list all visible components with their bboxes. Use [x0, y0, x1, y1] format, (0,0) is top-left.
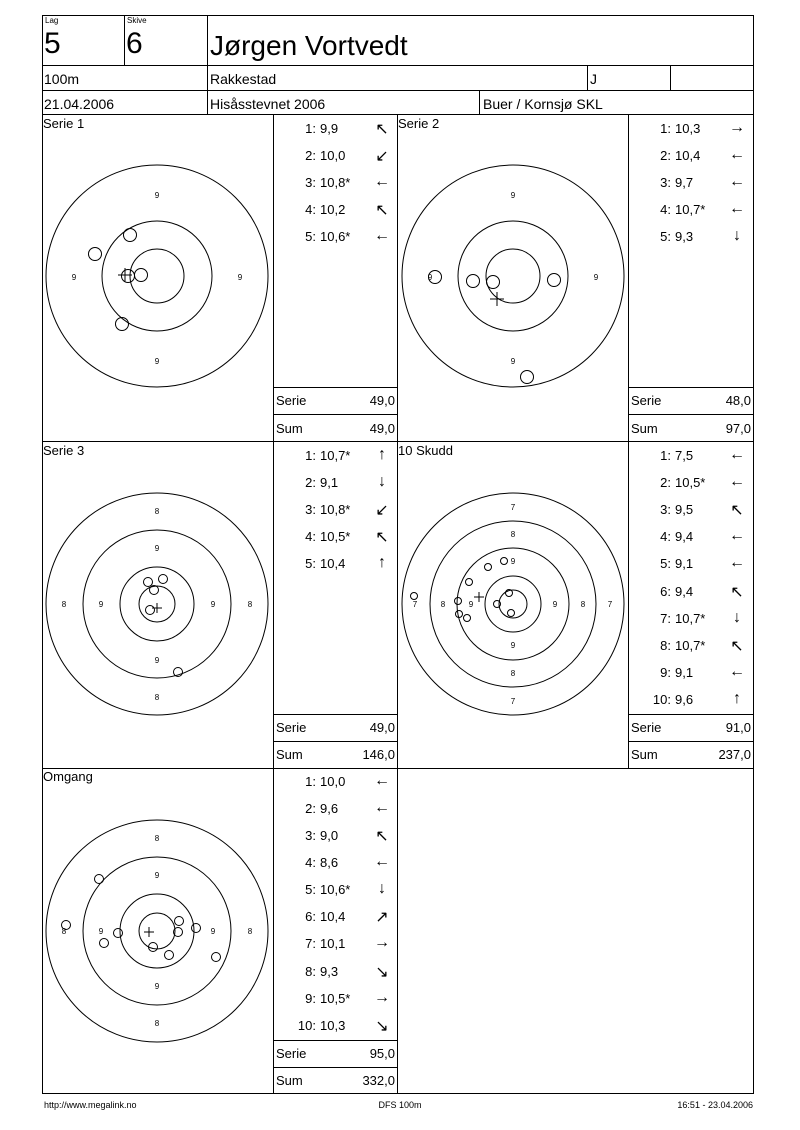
distance: 100m — [44, 71, 80, 87]
direction-arrow-icon: ↑ — [378, 446, 386, 463]
shot-value: 10,7* — [320, 448, 351, 463]
shot-number: 4: — [305, 529, 316, 544]
direction-arrow-icon: ↖ — [730, 638, 744, 655]
direction-arrow-icon: ↖ — [730, 502, 744, 519]
skive-value: 6 — [126, 27, 143, 60]
sum-label: Sum — [276, 747, 303, 762]
direction-arrow-icon: ← — [729, 146, 745, 163]
mean-cross — [144, 927, 154, 937]
ring-label: 9 — [510, 191, 516, 200]
shot-number: 3: — [660, 175, 671, 190]
ring-label: 9 — [510, 357, 516, 366]
target-ring — [139, 913, 175, 949]
direction-arrow-icon: → — [374, 934, 390, 951]
shot-value: 10,8* — [320, 502, 351, 517]
ring-label: 9 — [510, 641, 516, 650]
direction-arrow-icon: ↖ — [375, 828, 389, 845]
ring-label: 9 — [154, 191, 160, 200]
serie-value: 91,0 — [725, 720, 751, 735]
shot-number: 2: — [305, 475, 316, 490]
venue: Buer / Kornsjø SKL — [483, 96, 603, 112]
shot-value: 9,1 — [675, 556, 694, 571]
direction-arrow-icon: ↗ — [375, 909, 389, 926]
ring-label: 9 — [154, 982, 160, 991]
panel-title: Serie 3 — [43, 443, 85, 458]
list-item — [276, 909, 396, 925]
shot-value: 10,7* — [675, 611, 706, 626]
date: 21.04.2006 — [44, 96, 115, 112]
shot-number: 2: — [660, 148, 671, 163]
club: Rakkestad — [210, 71, 277, 87]
shot-value: 9,3 — [675, 229, 694, 244]
shot-number: 5: — [660, 229, 671, 244]
target-ring — [120, 894, 194, 968]
direction-arrow-icon: ↓ — [378, 880, 386, 897]
shot-number: 1: — [305, 121, 316, 136]
shot-hole — [192, 924, 201, 933]
shot-value: 10,4 — [320, 556, 346, 571]
sum-label: Sum — [276, 421, 303, 436]
shot-value: 9,9 — [320, 121, 339, 136]
direction-arrow-icon: ↖ — [730, 584, 744, 601]
list-item — [276, 936, 396, 952]
shot-value: 9,5 — [675, 502, 694, 517]
ring-label: 8 — [510, 530, 516, 539]
shot-value: 10,4 — [675, 148, 701, 163]
shot-number: 5: — [305, 556, 316, 571]
ring-label: 8 — [154, 834, 160, 843]
ring-label: 8 — [61, 927, 67, 936]
shot-value: 8,6 — [320, 855, 339, 870]
shot-number: 1: — [660, 448, 671, 463]
shot-number: 3: — [305, 502, 316, 517]
ring-label: 8 — [580, 600, 586, 609]
ring-label: 7 — [607, 600, 613, 609]
direction-arrow-icon: ↓ — [378, 473, 386, 490]
direction-arrow-icon: ↑ — [378, 554, 386, 571]
shot-number: 4: — [660, 529, 671, 544]
list-item — [276, 882, 396, 898]
ring-label: 9 — [154, 656, 160, 665]
shot-number: 4: — [660, 202, 671, 217]
shot-value: 9,4 — [675, 584, 694, 599]
shot-value: 9,4 — [675, 529, 694, 544]
sum-value: 237,0 — [718, 747, 751, 762]
event-name: Hisåsstevnet 2006 — [210, 96, 326, 112]
direction-arrow-icon: ↙ — [375, 502, 389, 519]
shot-value: 10,7* — [675, 638, 706, 653]
panel-title: Serie 2 — [398, 116, 440, 131]
direction-arrow-icon: ← — [374, 772, 390, 789]
ring-label: 9 — [427, 273, 433, 282]
direction-arrow-icon: ← — [729, 527, 745, 544]
ring-label: 9 — [210, 600, 216, 609]
ring-label: 8 — [247, 927, 253, 936]
footer-program: DFS 100m — [378, 1100, 422, 1110]
shot-hole — [165, 951, 174, 960]
shot-value: 10,5* — [320, 529, 351, 544]
direction-arrow-icon: ↖ — [375, 121, 389, 138]
list-item — [276, 991, 396, 1007]
direction-arrow-icon: ← — [729, 473, 745, 490]
shot-number: 2: — [305, 801, 316, 816]
skive-label: Skive — [127, 16, 147, 25]
ring-label: 9 — [154, 544, 160, 553]
shot-number: 6: — [305, 909, 316, 924]
serie-label: Serie — [276, 393, 307, 408]
shot-number: 8: — [305, 964, 316, 979]
shot-value: 10,6* — [320, 882, 351, 897]
serie-value: 49,0 — [369, 720, 395, 735]
shot-value: 10,1 — [320, 936, 346, 951]
shot-value: 10,7* — [675, 202, 706, 217]
shot-number: 6: — [660, 584, 671, 599]
list-item — [276, 774, 396, 790]
shot-value: 9,1 — [675, 665, 694, 680]
shooter-name: Jørgen Vortvedt — [210, 30, 408, 61]
list-item — [276, 964, 396, 980]
shot-hole — [114, 929, 123, 938]
shot-value: 7,5 — [675, 448, 694, 463]
ring-label: 8 — [154, 507, 160, 516]
list-item — [276, 1018, 396, 1034]
panel-title: Omgang — [43, 769, 93, 784]
shot-number: 4: — [305, 855, 316, 870]
list-item — [276, 801, 396, 817]
shot-value: 10,6* — [320, 229, 351, 244]
direction-arrow-icon: → — [729, 119, 745, 136]
shot-number: 4: — [305, 202, 316, 217]
direction-arrow-icon: ↙ — [375, 148, 389, 165]
ring-label: 7 — [510, 503, 516, 512]
serie-value: 49,0 — [369, 393, 395, 408]
shot-value: 10,0 — [320, 148, 346, 163]
shot-number: 5: — [305, 882, 316, 897]
direction-arrow-icon: → — [374, 989, 390, 1006]
direction-arrow-icon: ← — [729, 554, 745, 571]
direction-arrow-icon: ← — [729, 663, 745, 680]
direction-arrow-icon: ↘ — [375, 964, 389, 981]
shot-value: 10,2 — [320, 202, 346, 217]
shot-value: 9,7 — [675, 175, 694, 190]
sum-label: Sum — [276, 1073, 303, 1088]
shot-hole — [212, 953, 221, 962]
direction-arrow-icon: ← — [374, 853, 390, 870]
shot-value: 10,5* — [675, 475, 706, 490]
direction-arrow-icon: ↖ — [375, 202, 389, 219]
shot-number: 9: — [305, 991, 316, 1006]
ring-label: 9 — [71, 273, 77, 282]
ring-label: 8 — [510, 669, 516, 678]
serie-value: 48,0 — [725, 393, 751, 408]
shot-number: 10: — [652, 692, 671, 707]
class: J — [590, 71, 597, 87]
ring-label: 9 — [98, 927, 104, 936]
serie-label: Serie — [631, 720, 662, 735]
shot-value: 9,3 — [320, 964, 339, 979]
shot-number: 8: — [660, 638, 671, 653]
shot-number: 3: — [305, 828, 316, 843]
shot-number: 1: — [305, 774, 316, 789]
ring-label: 9 — [154, 357, 160, 366]
lag-value: 5 — [44, 27, 61, 60]
direction-arrow-icon: ↖ — [375, 529, 389, 546]
shot-number: 1: — [660, 121, 671, 136]
shot-value: 10,3 — [675, 121, 701, 136]
ring-label: 9 — [510, 557, 516, 566]
shot-value: 9,1 — [320, 475, 339, 490]
direction-arrow-icon: ↑ — [733, 690, 741, 707]
shot-number: 2: — [660, 475, 671, 490]
serie-label: Serie — [276, 720, 307, 735]
ring-label: 9 — [468, 600, 474, 609]
shot-value: 10,4 — [320, 909, 346, 924]
lag-label: Lag — [45, 16, 59, 25]
direction-arrow-icon: ← — [729, 173, 745, 190]
shot-value: 10,0 — [320, 774, 346, 789]
shot-number: 5: — [660, 556, 671, 571]
shot-number: 2: — [305, 148, 316, 163]
sum-label: Sum — [631, 747, 658, 762]
footer-timestamp: 16:51 - 23.04.2006 — [677, 1100, 753, 1110]
list-item — [276, 855, 396, 871]
shot-number: 3: — [660, 502, 671, 517]
serie-value: 95,0 — [369, 1046, 395, 1061]
shot-number: 7: — [305, 936, 316, 951]
shot-number: 1: — [305, 448, 316, 463]
shot-value: 10,3 — [320, 1018, 346, 1033]
sum-value: 97,0 — [725, 421, 751, 436]
direction-arrow-icon: ← — [374, 799, 390, 816]
footer-url[interactable]: http://www.megalink.no — [44, 1100, 137, 1110]
ring-label: 7 — [510, 697, 516, 706]
ring-label: 8 — [440, 600, 446, 609]
shot-hole — [175, 917, 184, 926]
ring-label: 9 — [210, 927, 216, 936]
direction-arrow-icon: ↘ — [375, 1018, 389, 1035]
direction-arrow-icon: ← — [729, 446, 745, 463]
serie-label: Serie — [276, 1046, 307, 1061]
shot-number: 7: — [660, 611, 671, 626]
shot-value: 9,6 — [675, 692, 694, 707]
ring-label: 9 — [98, 600, 104, 609]
shot-hole — [100, 939, 109, 948]
direction-arrow-icon: ← — [729, 200, 745, 217]
ring-label: 7 — [412, 600, 418, 609]
sum-value: 332,0 — [362, 1073, 395, 1088]
ring-label: 8 — [247, 600, 253, 609]
serie-label: Serie — [631, 393, 662, 408]
shot-number: 9: — [660, 665, 671, 680]
sum-value: 49,0 — [369, 421, 395, 436]
sum-label: Sum — [631, 421, 658, 436]
target-ring — [46, 820, 268, 1042]
panel-title: 10 Skudd — [398, 443, 453, 458]
sum-value: 146,0 — [362, 747, 395, 762]
ring-label: 9 — [237, 273, 243, 282]
direction-arrow-icon: ↓ — [733, 227, 741, 244]
direction-arrow-icon: ← — [374, 173, 390, 190]
shot-value: 10,8* — [320, 175, 351, 190]
shot-value: 10,5* — [320, 991, 351, 1006]
direction-arrow-icon: ↓ — [733, 609, 741, 626]
shot-value: 9,6 — [320, 801, 339, 816]
ring-label: 9 — [593, 273, 599, 282]
shot-number: 10: — [297, 1018, 316, 1033]
ring-label: 8 — [154, 693, 160, 702]
shot-number: 3: — [305, 175, 316, 190]
ring-label: 8 — [61, 600, 67, 609]
direction-arrow-icon: ← — [374, 227, 390, 244]
ring-label: 9 — [552, 600, 558, 609]
shot-value: 9,0 — [320, 828, 339, 843]
ring-label: 9 — [154, 871, 160, 880]
panel-title: Serie 1 — [43, 116, 85, 131]
list-item — [276, 828, 396, 844]
shot-number: 5: — [305, 229, 316, 244]
ring-label: 8 — [154, 1019, 160, 1028]
shot-hole — [95, 875, 104, 884]
